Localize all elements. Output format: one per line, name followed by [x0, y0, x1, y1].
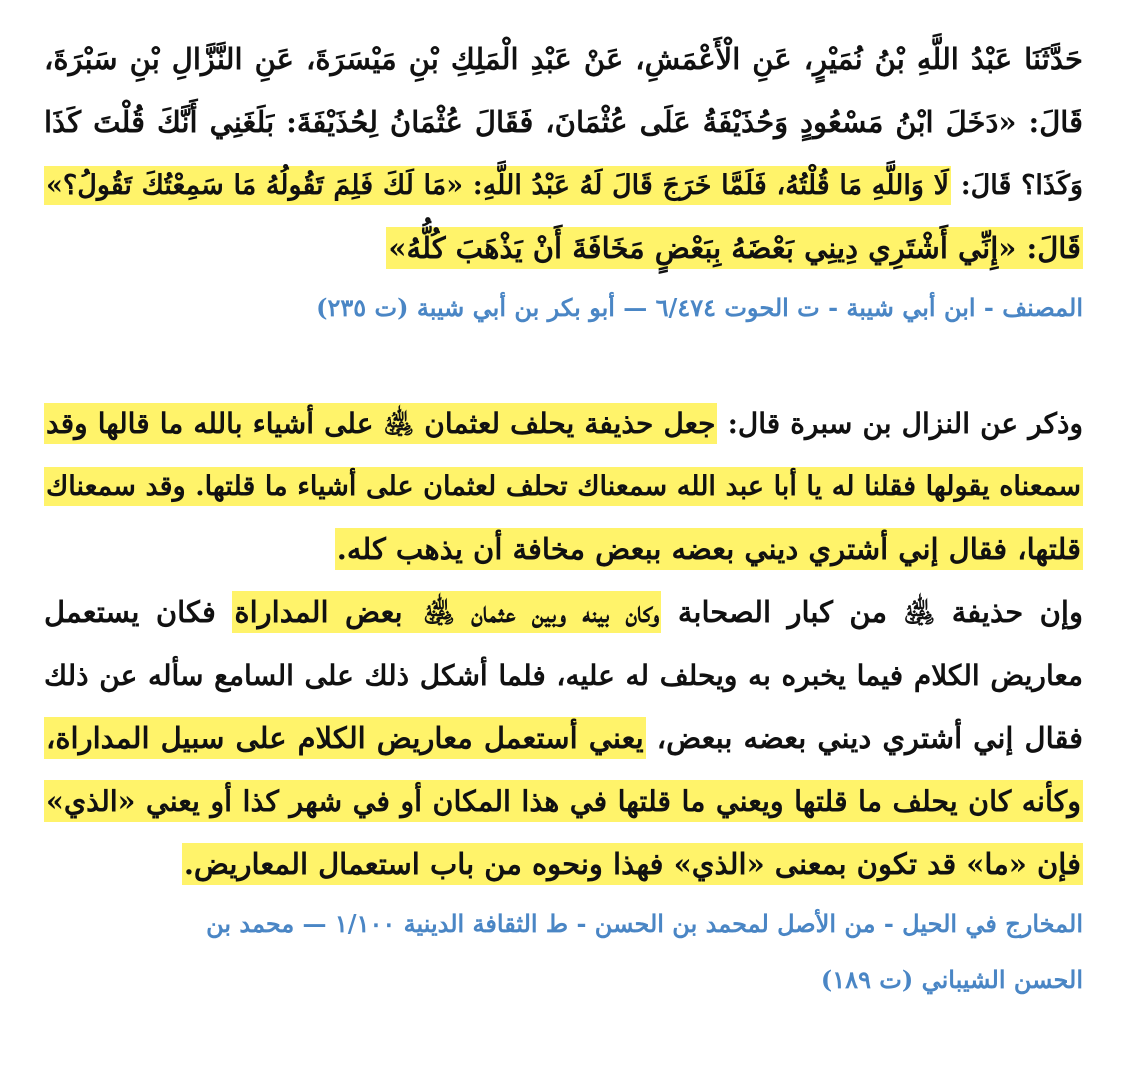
- commentary-line-8: [44, 833, 1083, 896]
- commentary-line-6: [44, 707, 1083, 770]
- highlighted-text: لَا وَاللَّهِ مَا قُلْتُهُ، فَلَمَّا خَرَجَ قَالَ لَهُ عَبْدُ اللَّهِ: «مَا لَكَ فَلِمَ تَقُولُهُ مَا سَمِعْتُكَ تَقُولُ؟»: [44, 166, 951, 205]
- text-segment: حَدَّثَنَا عَبْدُ اللَّهِ بْنُ نُمَيْرٍ، عَنِ الْأَعْمَشِ، عَنْ عَبْدِ الْمَلِكِ بْنِ مَيْسَرَةَ، عَنِ النَّزَّالِ بْنِ سَبْرَةَ،: [44, 42, 1083, 76]
- hadith-line-3: [44, 154, 1083, 217]
- text-segment: وذكر عن النزال بن سبرة قال:: [717, 407, 1083, 440]
- text-segment: وإن حذيفة ﵁ من كبار الصحابة: [661, 595, 1083, 629]
- highlighted-text: وكأنه كان يحلف ما قلتها ويعني ما قلتها في هذا المكان أو في شهر كذا أو يعني «الذي»: [44, 780, 1083, 822]
- commentary-line-7: [44, 770, 1083, 833]
- commentary-line-2: [44, 455, 1083, 518]
- highlighted-text: فإن «ما» قد تكون بمعنى «الذي» فهذا ونحوه من باب استعمال المعاريض.: [182, 843, 1083, 885]
- commentary-source-citation-line-1: المخارج في الحيل - من الأصل لمحمد بن الحسن - ط الثقافة الدينية ١/١٠٠ — محمد بن: [206, 909, 1083, 938]
- hadith-line-4: [44, 217, 1083, 280]
- commentary-line-5: [44, 644, 1083, 707]
- section-gap: [44, 336, 1083, 392]
- highlighted-text: بعض المداراة: [232, 591, 421, 633]
- commentary-line-3: [44, 518, 1083, 581]
- commentary-block: [44, 392, 1083, 1008]
- commentary-line-1: [44, 392, 1083, 455]
- hadith-line-2: [44, 91, 1083, 154]
- highlighted-text: سمعناه يقولها فقلنا له يا أبا عبد الله سمعناك تحلف لعثمان على أشياء ما قلتها. وقد سمعناك: [44, 467, 1083, 506]
- commentary-source-citation-line-2: الحسن الشيباني (ت ١٨٩): [820, 965, 1083, 994]
- highlighted-text: وكان بينه وبين عثمان ﵁: [421, 591, 661, 633]
- highlighted-text: جعل حذيفة يحلف لعثمان ﵁ على أشياء بالله ما قالها وقد: [44, 403, 717, 444]
- text-segment: قَالَ: «دَخَلَ ابْنُ مَسْعُودٍ وَحُذَيْفَةُ عَلَى عُثْمَانَ، فَقَالَ عُثْمَانُ لِحُذَيْفَةَ: بَلَغَنِي أَنَّكَ قُلْتَ كَذَا: [44, 105, 1083, 139]
- commentary-line-4: [44, 581, 1083, 644]
- text-segment: فقال إني أشتري ديني بعضه ببعض،: [645, 721, 1083, 755]
- highlighted-text: قَالَ: «إِنِّي أَشْتَرِي دِينِي بَعْضَهُ بِبَعْضٍ مَخَافَةَ أَنْ يَذْهَبَ كُلُّهُ»: [386, 227, 1083, 269]
- hadith-source-citation: المصنف - ابن أبي شيبة - ت الحوت ٦/٤٧٤ — أبو بكر بن أبي شيبة (ت ٢٣٥): [316, 293, 1083, 322]
- highlighted-text: قلتها، فقال إني أشتري ديني بعضه ببعض مخافة أن يذهب كله.: [335, 528, 1083, 570]
- hadith-block: [44, 28, 1083, 336]
- hadith-line-1: [44, 28, 1083, 91]
- text-segment: فكان يستعمل: [44, 595, 233, 629]
- highlighted-text: يعني أستعمل معاريض الكلام على سبيل المداراة،: [44, 717, 646, 759]
- text-segment: معاريض الكلام فيما يخبره به ويحلف له عليه، فلما أشكل ذلك على السامع سأله عن ذلك: [44, 659, 1083, 692]
- text-segment: وَكَذَا؟ قَالَ:: [951, 170, 1083, 201]
